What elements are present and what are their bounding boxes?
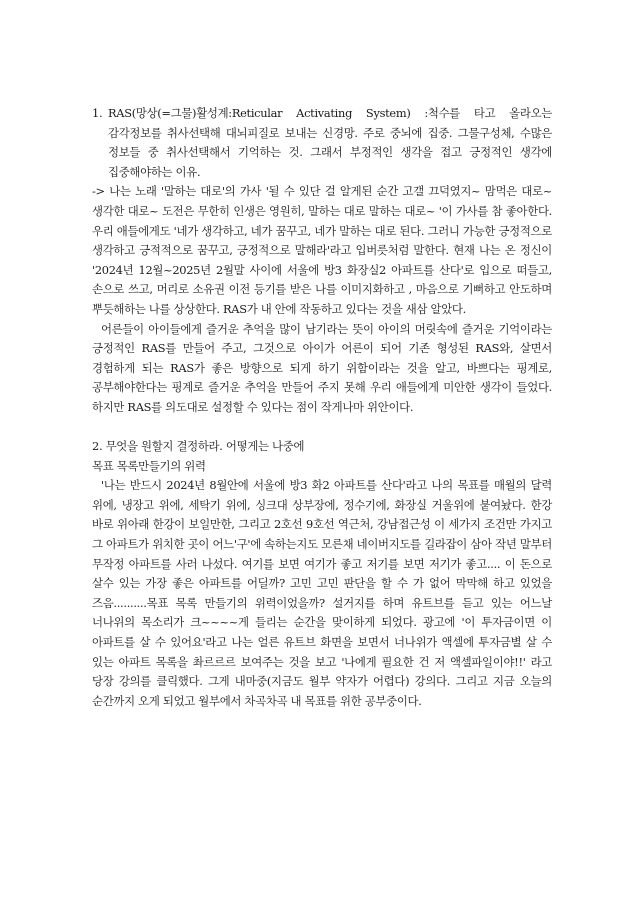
item-number: 1.	[92, 106, 103, 120]
numbered-item-1	[92, 104, 552, 182]
item-text: RAS(망상(=그물)활성계:Reticular Activating System) :척수를 타고 올라오는 감각정보를 취사선택해 대뇌피질로 보내는 신경망. 주로 중뇌에 집중. 그물구성체, 수많은 정보들 중 취사선택해서 기억하는 것. 그래서 부정적인 생각을 접고 긍정적인 생각에 집중해야하는 이유.	[108, 106, 552, 179]
paragraph: '나는 반드시 2024년 8월안에 서울에 방3 화2 아파트를 산다'라고 나의 목표를 매월의 달력 위에, 냉장고 위에, 세탁기 위에, 싱크대 상부장에, 정수기에, 화장실 거울위에 붙여놨다. 한강 바로 위아래 한강이 보일만한, 그리고 2호선 9호선 역근처, 강남접근성 이 세가지 조건만 가지고 그 아파트가 위치한 곳이 어느'구'에 속하는지도 모른채 네이버지도를 길라잡이 삼아 작년 말부터 무작정 아파트를 사러 나섰다. 여기를 보면 여기가 좋고 저기를 보면 저기가 좋고.... 이 돈으로 살수 있는 가장 좋은 아파트를 어딜까? 고민 고민 판단을 할 수 가 없어 막막해 하고 있었을 즈음..........목표 목록 만들기의 위력이었을까? 설거지를 하며 유트브를 듣고 있는 어느날 너나위의 목소리가 크~~~~게 들리는 순간을 맞이하게 되었다. 광고에 '이 투자금이면 이 아파트를 살 수 있어요'라고 나는 얼른 유트브 화면을 보면서 너나위가 액셀에 투자금별 살 수 있는 아파트 목록을 촤르르르 보여주는 것을 보고 '나에게 필요한 건 저 액셀파일이야!!' 라고 당장 강의를 클릭했다. 그게 내마중(지금도 월부 약자가 어렵다) 강의다. 그리고 지금 오늘의 순간까지 오게 되었고 월부에서 차곡차곡 내 목표를 위한 공부중이다.	[92, 478, 552, 708]
section-heading: 2. 무엇을 원할지 결정하라. 어떻게는 나중에	[92, 439, 305, 454]
paragraph: 어른들이 아이들에게 즐거운 추억을 많이 남기라는 뜻이 아이의 머릿속에 즐거운 기억이라는 긍정적인 RAS를 만들어 주고, 그것으로 아이가 어른이 되어 기존 형성된 RAS와, 살면서 경험하게 되는 RAS가 좋은 방향으로 되게 하기 위함이라는 것을 알고, 바쁘다는 핑계로, 공부해야한다는 핑계로 즐거운 추억을 만들어 주지 못해 우리 애들에게 미안한 생각이 들었다. 하지만 RAS를 의도대로 설정할 수 있다는 점이 작게나마 위안이다.	[92, 321, 552, 414]
paragraph: -> 나는 노래 '말하는 대로'의 가사 '될 수 있단 걸 알게된 순간 고갤 끄덕였지~ 맘먹은 대로~ 생각한 대로~ 도전은 무한히 인생은 영원히, 말하는 대로 말하는 대로~ '이 가사를 참 좋아한다. 우리 애들에게도 '네가 생각하고, 네가 꿈꾸고, 네가 말하는 대로 된다. 그러니 가능한 긍정적으로 생각하고 긍적적으로 꿈꾸고, 긍정적으로 말해라'라고 입버릇처럼 말한다. 현재 나는 온 정신이 '2024년 12월~2025년 2월말 사이에 서울에 방3 화장실2 아파트를 산다'로 입으로 떠들고, 손으로 쓰고, 머리로 소유권 이전 등기를 받은 나를 이미지화하고 , 마음으로 기뻐하고 안도하며 뿌듯해하는 나를 상상한다. RAS가 내 안에 작동하고 있다는 것을 새삼 알았다.	[92, 184, 552, 316]
document-body	[92, 104, 552, 711]
section-subheading: 목표 목록만들기의 위력	[92, 458, 206, 473]
blank-line	[92, 418, 552, 438]
